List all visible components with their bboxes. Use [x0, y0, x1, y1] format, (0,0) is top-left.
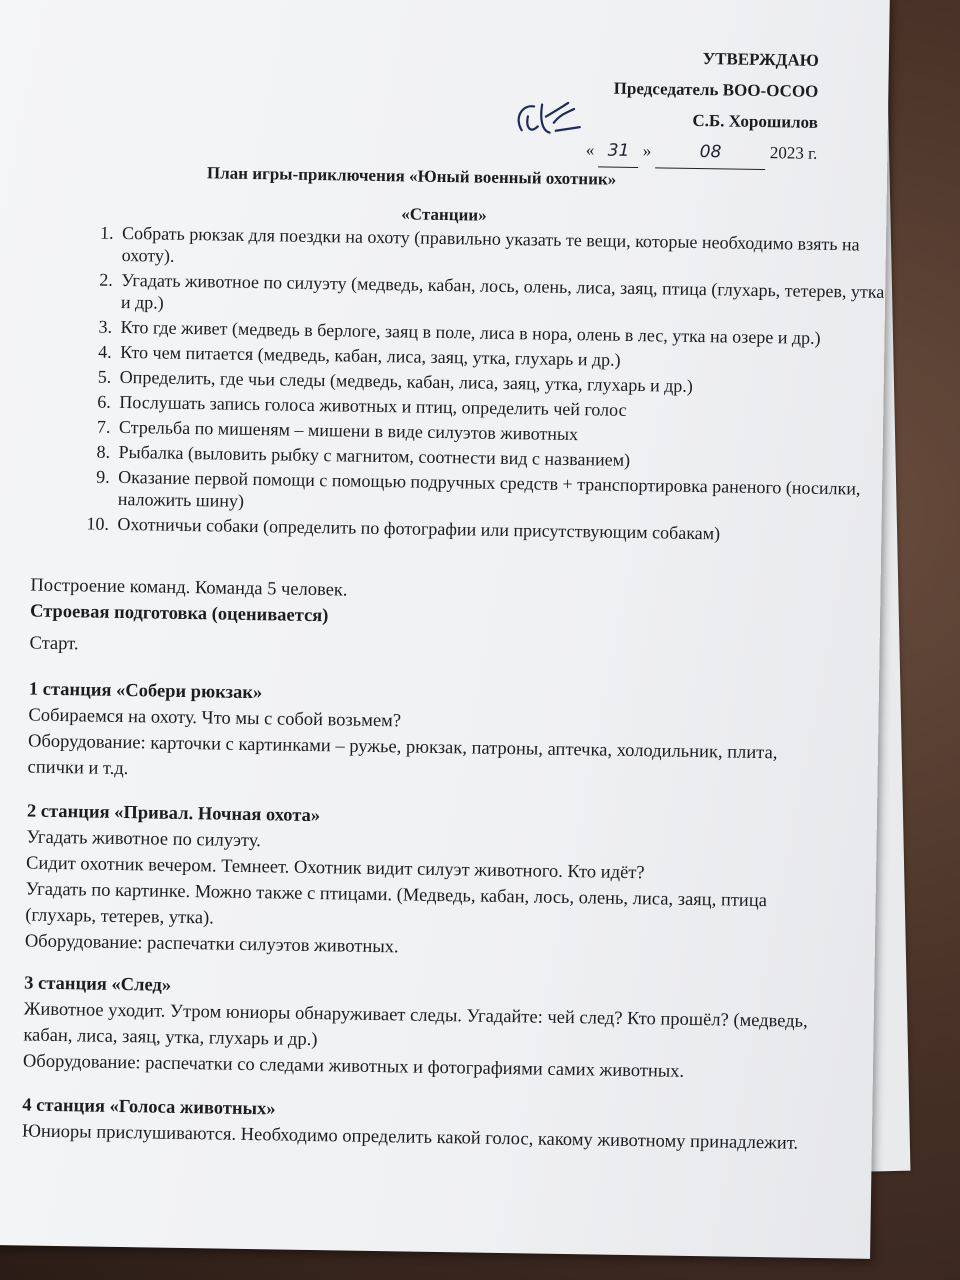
stations-heading: «Станции» — [401, 204, 487, 225]
station-4-text: Юниоры прислушиваются. Необходимо определить какой голос, какому животному принадлежит. — [21, 1121, 799, 1154]
station-3-equipment: Оборудование: распечатки со следами животных и фотографиями самих животных. — [22, 1051, 685, 1082]
station-2-title: 2 станция «Привал. Ночная охота» — [26, 801, 321, 827]
handwritten-signature — [508, 96, 589, 141]
list-item: 2. Угадать животное по силуэту (медведь, кабан, лось, олень, лиса, заяц, птица (глухарь, тетерев, утка и др.) — [117, 269, 898, 325]
list-item: 5. Определить, где чьи следы (медведь, кабан, лиса, заяц, утка, глухарь и др.) — [116, 366, 896, 400]
document-title: План игры-приключения «Юный военный охотник» — [206, 163, 617, 189]
list-item: 7. Стрельба по мишеням – мишени в виде силуэтов животных — [115, 416, 895, 450]
drill-line: Строевая подготовка (оценивается) — [29, 601, 329, 627]
start-line: Старт. — [29, 633, 79, 655]
list-item: 6. Послушать запись голоса животных и птиц, определить чей голос — [115, 391, 895, 425]
team-line: Построение команд. Команда 5 человек. — [30, 575, 348, 601]
list-item: 8. Рыбалка (выловить рыбку с магнитом, соотнести вид с названием) — [114, 441, 894, 475]
signature-row — [586, 103, 818, 138]
signer-name: С.Б. Хорошилов — [692, 110, 819, 132]
station-4-title: 4 станция «Голоса животных» — [22, 1095, 276, 1120]
station-3-title: 3 станция «След» — [24, 973, 172, 996]
list-item: 3. Кто где живет (медведь в берлоге, заяц в поле, лиса в нора, олень в лес, утка на озере и др.) — [116, 316, 896, 350]
station-3-text: Животное уходит. Утром юниоры обнаруживает следы. Угадайте: чей след? Кто прошёл? (медведь, кабан, лиса, заяц, утка, глухарь и др.) — [23, 999, 808, 1051]
station-1-equipment: Оборудование: карточки с картинками – ружье, рюкзак, патроны, аптечка, холодильник, плита, спички и т.д. — [27, 731, 778, 780]
station-1-title: 1 станция «Собери рюкзак» — [28, 679, 263, 704]
approval-heading: УТВЕРЖДАЮ — [702, 49, 819, 70]
date-year: 2023 г. — [769, 143, 818, 163]
station-2-text-3: Угадать по картинке. Можно также с птицами. (Медведь, кабан, лось, олень, лиса, заяц, птица (глухарь, тетерев, утка). — [25, 879, 768, 929]
approval-date: « 31 » 08 2023 г. — [586, 134, 818, 171]
list-item: 9. Оказание первой помощи с помощью подручных средств + транспортировка раненого (носилки, наложить шину) — [114, 466, 895, 522]
list-item: 4. Кто чем питается (медведь, кабан, лиса, заяц, утка, глухарь и др.) — [116, 341, 896, 375]
approval-block — [586, 41, 820, 171]
stations-list — [51, 221, 898, 550]
date-day: 31 — [598, 135, 638, 168]
station-2-equipment: Оборудование: распечатки силуэтов животных. — [24, 931, 399, 958]
date-month: 08 — [655, 136, 765, 170]
station-2-text-2: Сидит охотник вечером. Темнеет. Охотник видит силуэт животного. Кто идёт? — [25, 853, 645, 884]
list-item: 1. Собрать рюкзак для поездки на охоту (правильно указать те вещи, которые необходимо взять на охоту). — [118, 222, 899, 278]
station-1-text: Собираемся на охоту. Что мы с собой возьмем? — [28, 705, 402, 732]
approval-position: Председатель ВОО-ОСОО — [613, 78, 819, 101]
station-2-text-1: Угадать животное по силуэту. — [26, 827, 262, 852]
list-item: 10. Охотничьи собаки (определить по фотографии или присутствующим собакам) — [113, 513, 893, 547]
